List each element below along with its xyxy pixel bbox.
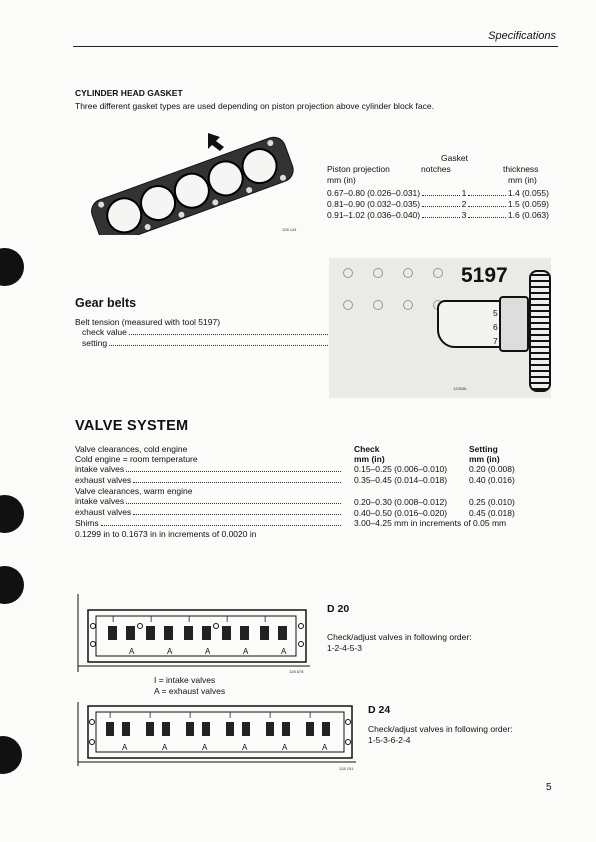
gasket-row: 0.67–0.80 (0.026–0.031) 1 1.4 (0.055) — [327, 188, 549, 198]
valves-setting-unit: mm (in) — [469, 454, 500, 464]
cold-exhaust-setting: 0.40 (0.016) — [469, 475, 515, 485]
valves-shims-row: Shims — [75, 518, 343, 529]
belts-check-row — [82, 327, 344, 338]
belts-setting-label: setting — [82, 338, 108, 348]
tool-number: 5197 — [461, 264, 508, 287]
valves-label-cold-note: Cold engine = room temperature — [75, 454, 198, 464]
binder-hole — [0, 495, 24, 533]
d24-marker: A — [322, 743, 328, 752]
d20-instruction: Check/adjust valves in following order: — [327, 632, 472, 642]
d24-marker: A — [282, 743, 288, 752]
binder-hole — [0, 736, 22, 774]
gasket-row: 0.81–0.90 (0.032–0.035) 2 1.5 (0.059) — [327, 199, 549, 209]
d20-order: 1-2-4-5-3 — [327, 643, 362, 653]
d20-legend-exhaust: A = exhaust valves — [154, 686, 226, 696]
binder-hole — [0, 248, 24, 286]
d24-marker: I — [229, 711, 232, 720]
d20-diagram — [74, 594, 314, 674]
tool-gear — [529, 270, 551, 392]
belts-check-label: check value — [82, 327, 127, 337]
d20-marker: A — [243, 647, 249, 656]
shims-value: 3.00–4.25 mm in increments of 0.05 mm — [354, 518, 507, 528]
header-rule — [73, 46, 558, 47]
d24-diagram — [76, 702, 358, 768]
tool-mark: 7 — [493, 336, 498, 346]
warm-intake-check: 0.20–0.30 (0.008–0.012) — [354, 497, 448, 507]
valves-warm-intake-row: intake valves — [75, 496, 343, 507]
gasket-intro: Three different gasket types are used depending on piston projection above cylinder block face. — [75, 101, 434, 111]
d24-marker: I — [109, 711, 112, 720]
valves-check-unit: mm (in) — [354, 454, 385, 464]
d20-marker: A — [129, 647, 135, 656]
gasket-col-notches: notches — [421, 164, 451, 174]
d24-marker: I — [149, 711, 152, 720]
gasket-col-thickness: thickness — [503, 164, 539, 174]
page-number: 5 — [546, 782, 552, 793]
gasket-illustration — [78, 125, 308, 235]
tool-mark: 5 — [493, 308, 498, 318]
d24-marker: A — [122, 743, 128, 752]
valves-label-cold: Valve clearances, cold engine — [75, 444, 188, 454]
gasket-title: CYLINDER HEAD GASKET — [75, 88, 183, 98]
valves-warm-exhaust-row: exhaust valves — [75, 507, 343, 518]
belts-setting-row — [82, 338, 344, 349]
valves-label-warm: Valve clearances, warm engine — [75, 486, 193, 496]
tool-figure-id: 123536 — [453, 386, 467, 391]
d20-marker: I — [264, 615, 267, 624]
d24-order: 1-5-3-6-2-4 — [368, 735, 411, 745]
gasket-figure-id: 128 144 — [282, 227, 297, 232]
d24-instruction: Check/adjust valves in following order: — [368, 724, 513, 734]
valves-setting-head: Setting — [469, 444, 498, 454]
valves-title: VALVE SYSTEM — [75, 418, 189, 434]
tool-dial — [499, 296, 529, 352]
d24-figure-id: 128 151 — [339, 766, 354, 771]
d20-marker: I — [150, 615, 153, 624]
gasket-svg — [78, 125, 308, 235]
binder-hole — [0, 566, 24, 604]
d20-marker: A — [205, 647, 211, 656]
cold-intake-check: 0.15–0.25 (0.006–0.010) — [354, 464, 448, 474]
cold-intake-setting: 0.20 (0.008) — [469, 464, 515, 474]
valves-shims-inch: 0.1299 in to 0.1673 in in increments of 0.0020 in — [75, 529, 257, 539]
gasket-col-piston-unit: mm (in) — [327, 175, 356, 185]
d24-marker: I — [269, 711, 272, 720]
warm-exhaust-check: 0.40–0.50 (0.016–0.020) — [354, 508, 448, 518]
belts-intro: Belt tension (measured with tool 5197) — [75, 317, 221, 327]
tool-photo — [329, 258, 551, 398]
d24-marker: A — [162, 743, 168, 752]
cold-exhaust-check: 0.35–0.45 (0.014–0.018) — [354, 475, 448, 485]
arrow-icon — [208, 133, 224, 151]
gasket-table — [327, 188, 549, 221]
page-header-title: Specifications — [488, 30, 556, 42]
gasket-col-thickness-unit: mm (in) — [508, 175, 537, 185]
tool-mark: 6 — [493, 322, 498, 332]
d24-marker: I — [189, 711, 192, 720]
d20-marker: A — [167, 647, 173, 656]
belts-title: Gear belts — [75, 296, 137, 310]
valves-cold-exhaust-row: exhaust valves — [75, 475, 343, 486]
d20-marker: I — [188, 615, 191, 624]
gasket-col-notches-top: Gasket — [441, 153, 468, 163]
gasket-col-piston: Piston projection — [327, 164, 390, 174]
valves-check-head: Check — [354, 444, 380, 454]
d24-marker: A — [202, 743, 208, 752]
gasket-row: 0.91–1.02 (0.036–0.040) 3 1.6 (0.063) — [327, 210, 549, 220]
valves-cold-intake-row: intake valves — [75, 464, 343, 475]
d24-title: D 24 — [368, 704, 391, 716]
d20-marker: I — [112, 615, 115, 624]
d20-title: D 20 — [327, 603, 350, 615]
d20-legend-intake: I = intake valves — [154, 675, 216, 685]
d24-marker: I — [309, 711, 312, 720]
warm-exhaust-setting: 0.45 (0.018) — [469, 508, 515, 518]
d20-marker: I — [226, 615, 229, 624]
warm-intake-setting: 0.25 (0.010) — [469, 497, 515, 507]
d24-marker: A — [242, 743, 248, 752]
d20-marker: A — [281, 647, 287, 656]
d20-figure-id: 128 678 — [289, 669, 304, 674]
